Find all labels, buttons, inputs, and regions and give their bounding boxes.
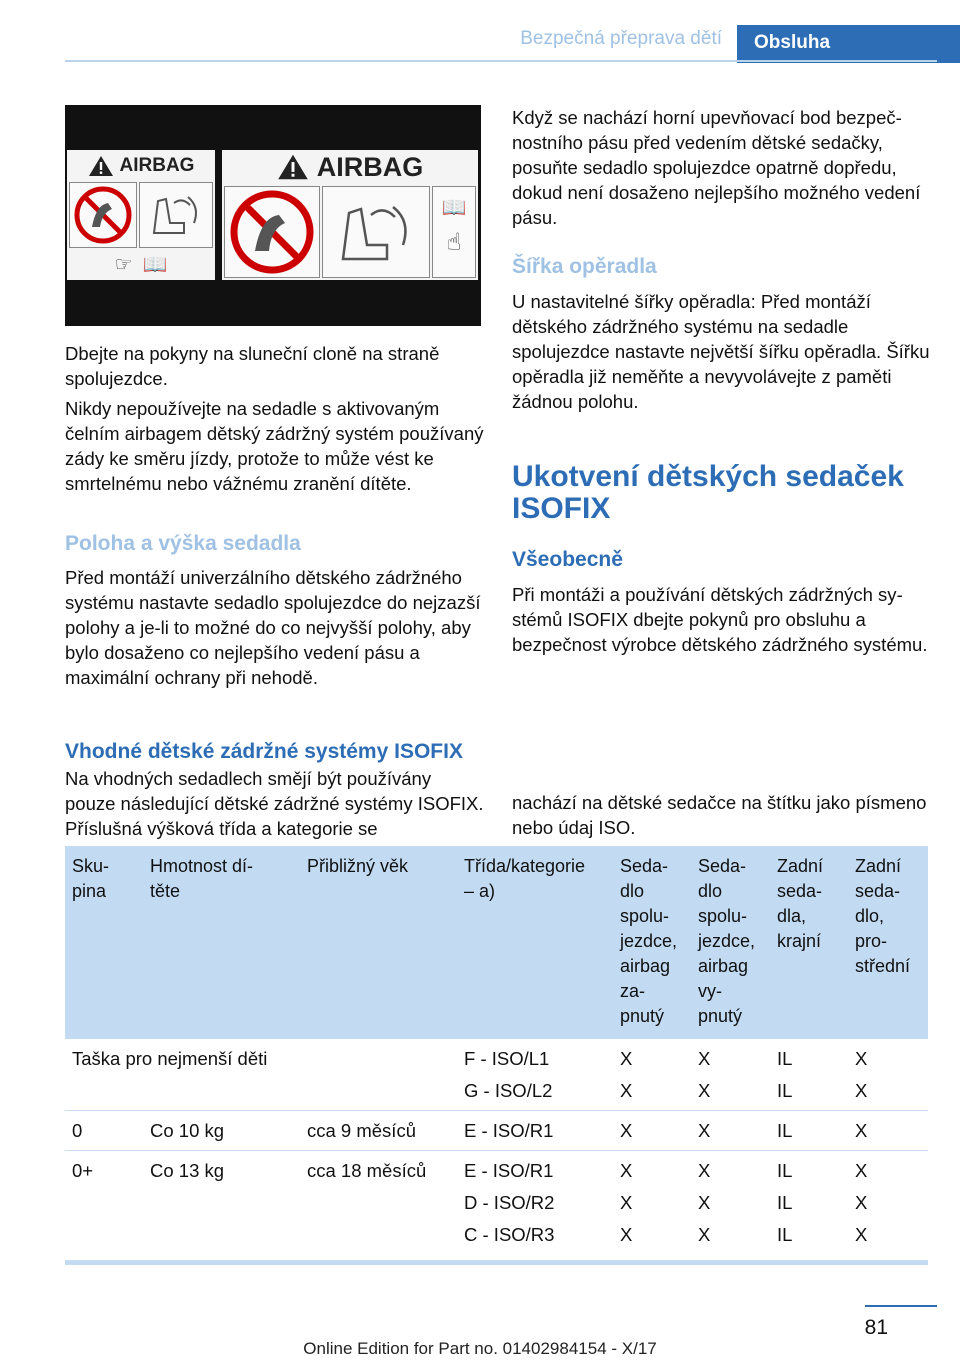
table-cell-text: G - ISO/L2 xyxy=(464,1080,553,1101)
table-cell xyxy=(65,1039,457,1110)
table-cell-text: X xyxy=(620,1120,633,1141)
table-cell-text: X xyxy=(855,1048,868,1069)
table-cell-text: IL xyxy=(777,1080,793,1101)
table-cell-text: Co 10 kg xyxy=(150,1120,225,1141)
table-cell-text: IL xyxy=(777,1120,793,1141)
table-header-cell: Seda- dlo spolu- jezdce, airbag za- pnutý xyxy=(620,856,678,1026)
table-cell xyxy=(691,1111,770,1150)
heading-general: Všeobecně xyxy=(512,548,623,571)
isofix-table xyxy=(65,846,928,1265)
hand-pointer-icon: ☞ xyxy=(114,253,133,276)
table-header-cell: Seda- dlo spolu- jezdce, airbag vy- pnutý xyxy=(698,856,756,1026)
table-cell xyxy=(613,1151,691,1260)
table-cell xyxy=(848,1111,928,1150)
airbag-warning-text: Nikdy nepoužívejte na sedadle s aktivovaným čelním airbagem dětský zádržný systém používaný zády ke směru jízdy, protože to může vést ke smrtelnému nebo vážnému zranění dítěte. xyxy=(65,398,484,494)
suitable-isofix-text-left: Na vhodných sedadlech smějí být používány pouze následující dětské zádržné systémy ISOFIX. Příslušná výšková třída a kategorie se xyxy=(65,768,484,839)
airbag-label-large-text: AIRBAG xyxy=(316,151,424,182)
table-header-cell: Zadní seda- dla, krajní xyxy=(777,856,824,951)
table-cell xyxy=(770,1111,848,1150)
table-cell xyxy=(770,1039,848,1110)
seat-position-text: Před montáží univerzálního dětského zádržného systému nastavte sedadlo spolujezdce do nejzazší polohy a je-li to možné do co nejvyšší polohy, aby bylo dosaženo co nejlepšího vedení pásu a maximální ochrany při nehodě. xyxy=(65,567,481,688)
no-rear-facing-seat-icon xyxy=(70,183,136,247)
table-cell-text: D - ISO/R2 xyxy=(464,1192,555,1213)
table-cell xyxy=(457,1151,613,1260)
table-cell-text: X xyxy=(620,1224,633,1245)
header-chapter-tab[interactable]: Obsluha xyxy=(737,25,960,63)
table-cell xyxy=(300,1151,457,1260)
no-rear-facing-seat-icon xyxy=(225,187,319,277)
table-cell-text: X xyxy=(698,1080,711,1101)
table-header-cell: Sku- pina xyxy=(72,856,110,901)
table-row xyxy=(65,1039,928,1111)
table-cell xyxy=(613,1111,691,1150)
table-cell-text: 0 xyxy=(72,1120,83,1141)
table-cell-text: IL xyxy=(777,1160,793,1181)
table-cell-text: IL xyxy=(777,1224,793,1245)
table-cell xyxy=(65,1111,143,1150)
table-cell xyxy=(143,1151,300,1260)
heading-backrest-width: Šířka opěradla xyxy=(512,255,657,278)
table-cell-text: F - ISO/L1 xyxy=(464,1048,550,1069)
table-cell-text: X xyxy=(620,1080,633,1101)
suitable-isofix-text-right-content: nachází na dětské sedačce na štítku jako písmeno nebo údaj ISO. xyxy=(512,792,927,838)
heading-suitable-isofix: Vhodné dětské zádržné systémy ISOFIX xyxy=(65,740,463,763)
table-cell xyxy=(613,1039,691,1110)
table-cell-text: X xyxy=(855,1080,868,1101)
warning-triangle-icon xyxy=(88,155,114,177)
table-cell-text: E - ISO/R1 xyxy=(464,1120,554,1141)
table-bottom-rule xyxy=(65,1261,928,1265)
table-cell xyxy=(457,1111,613,1150)
isofix-general-text: Při montáži a používání dětských zádržných systémů ISOFIX dbejte pokynů pro obsluhu a bezpečnost výrobce dětského zádržného systému. xyxy=(512,584,928,655)
table-row xyxy=(65,1111,928,1151)
suitable-isofix-text-right xyxy=(512,766,932,840)
heading-seat-position: Poloha a výška sedadla xyxy=(65,532,301,555)
airbag-label-small-text: AIRBAG xyxy=(119,155,195,176)
table-cell-text: X xyxy=(698,1192,711,1213)
table-cell-text: Taška pro nejmenší děti xyxy=(72,1048,268,1069)
warning-triangle-icon xyxy=(277,153,309,181)
table-cell-text: X xyxy=(855,1160,868,1181)
page-number: 81 xyxy=(864,1316,888,1339)
table-header-row xyxy=(65,846,928,1039)
table-cell-text: cca 9 měsíců xyxy=(307,1120,416,1141)
hand-pointer-icon: ☝ xyxy=(446,229,462,256)
table-cell-text: X xyxy=(698,1120,711,1141)
table-cell-text: X xyxy=(620,1160,633,1181)
table-cell-text: X xyxy=(855,1224,868,1245)
airbag-label-large xyxy=(222,150,478,280)
table-cell-text: Co 13 kg xyxy=(150,1160,225,1181)
table-cell xyxy=(300,1111,457,1150)
table-header-cell: Hmotnost dí- těte xyxy=(150,856,254,901)
table-cell-text: X xyxy=(698,1048,711,1069)
header-divider xyxy=(65,60,937,62)
airbag-label-small xyxy=(67,150,215,280)
table-cell xyxy=(143,1111,300,1150)
table-cell-text: X xyxy=(698,1224,711,1245)
table-cell-text: 0+ xyxy=(72,1160,94,1181)
table-row xyxy=(65,1151,928,1261)
table-cell xyxy=(691,1039,770,1110)
footer-divider xyxy=(865,1305,937,1307)
table-cell xyxy=(848,1151,928,1260)
airbag-warning-photo xyxy=(65,105,481,326)
table-cell-text: X xyxy=(855,1120,868,1141)
table-cell-text: IL xyxy=(777,1192,793,1213)
header-section-title: Bezpečná přeprava dětí xyxy=(520,28,722,49)
table-cell-text: X xyxy=(855,1192,868,1213)
table-cell-text: E - ISO/R1 xyxy=(464,1160,554,1181)
table-header-cell: Zadní seda- dlo, pro- střední xyxy=(855,856,911,976)
table-cell-text: cca 18 měsíců xyxy=(307,1160,427,1181)
table-cell xyxy=(848,1039,928,1110)
table-cell xyxy=(691,1151,770,1260)
table-cell-text: C - ISO/R3 xyxy=(464,1224,555,1245)
belt-anchor-text: Když se nachází horní upevňovací bod bezpečnostního pásu před vedením dětské sedačky, posuňte sedadlo spolujezdce opatrně dopředu, dokud není dosaženo nejlepšího možného vedení pásu. xyxy=(512,107,921,228)
table-cell xyxy=(457,1039,613,1110)
table-cell-text: X xyxy=(698,1160,711,1181)
heading-isofix: Ukotvení dětských sedaček ISOFIX xyxy=(512,460,904,525)
edition-footer: Online Edition for Part no. 01402984154 - X/17 xyxy=(303,1339,657,1358)
table-header-cell: Přibližný věk xyxy=(307,856,409,876)
manual-info-icon: 📖 xyxy=(142,253,168,276)
sun-visor-note: Dbejte na pokyny na sluneční cloně na straně spolujezdce. xyxy=(65,343,440,389)
manual-info-icon: 📖 xyxy=(441,197,467,219)
table-cell xyxy=(770,1151,848,1260)
backrest-width-text: U nastavitelné šířky opěradla: Před montáží dětského zádržného systému na sedadle spolujezdce nastavte největší šířku opěradla. Šířku opěradla již neměňte a nevyvolávejte z paměti žádnou polohu. xyxy=(512,291,930,412)
table-cell-text: X xyxy=(620,1048,633,1069)
table-cell-text: IL xyxy=(777,1048,793,1069)
table-cell xyxy=(65,1151,143,1260)
seat-airbag-diagram-icon xyxy=(323,187,429,277)
table-header-cell: Třída/kategorie – a) xyxy=(464,856,586,901)
table-cell-text: X xyxy=(620,1192,633,1213)
seat-airbag-diagram-icon xyxy=(140,183,212,247)
